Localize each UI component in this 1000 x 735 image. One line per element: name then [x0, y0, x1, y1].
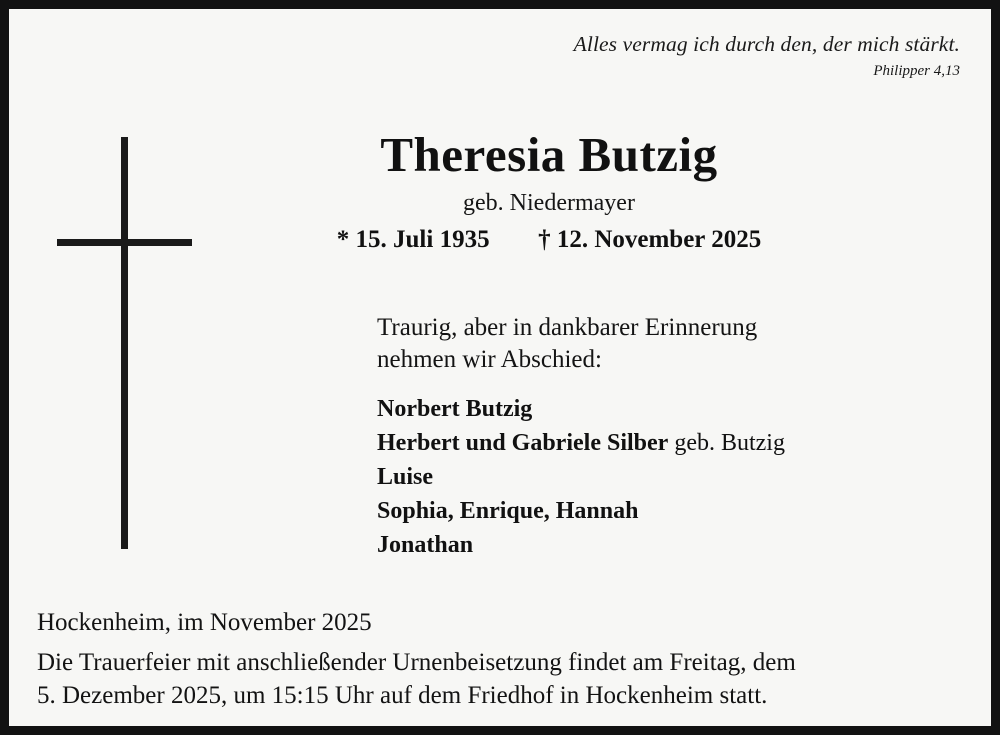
- survivor-name: Norbert Butzig: [377, 396, 533, 422]
- cross-horizontal-bar: [57, 239, 192, 246]
- list-item: [377, 460, 947, 494]
- list-item: [377, 392, 947, 426]
- bible-verse-text: Alles vermag ich durch den, der mich stärkt.: [573, 32, 960, 56]
- death-date: † 12. November 2025: [538, 226, 762, 254]
- mourning-block: [377, 312, 947, 562]
- survivor-name: Jonathan: [377, 532, 474, 559]
- bible-verse-block: [574, 31, 960, 81]
- service-details-line-2: 5. Dezember 2025, um 15:15 Uhr auf dem Friedhof in Hockenheim statt.: [37, 681, 768, 709]
- survivor-suffix: geb. Butzig: [668, 430, 785, 457]
- bible-verse-reference: Philipper 4,13: [873, 62, 960, 79]
- list-item: [377, 494, 947, 528]
- cross-icon: [57, 119, 197, 549]
- birth-date: * 15. Juli 1935: [336, 226, 490, 254]
- list-item: [377, 426, 947, 460]
- list-item: [377, 528, 947, 562]
- survivor-name: Sophia, Enrique, Hannah: [377, 498, 639, 525]
- deceased-name-block: [199, 129, 899, 254]
- service-details-line-1: Die Trauerfeier mit anschließender Urnenbeisetzung findet am Freitag, dem: [37, 648, 796, 676]
- survivor-name: Herbert und Gabriele Silber: [377, 430, 669, 457]
- survivor-name: Luise: [377, 464, 434, 491]
- deceased-name: Theresia Butzig: [380, 127, 718, 182]
- mourning-text-line-2: nehmen wir Abschied:: [377, 346, 602, 373]
- life-dates: [199, 226, 899, 254]
- footer-block: [37, 607, 977, 712]
- notice-content-area: [9, 9, 991, 726]
- cross-vertical-bar: [121, 137, 128, 549]
- maiden-name: geb. Niedermayer: [463, 190, 635, 217]
- survivors-list: [377, 392, 947, 562]
- place-and-date: Hockenheim, im November 2025: [37, 609, 372, 636]
- mourning-text-line-1: Traurig, aber in dankbarer Erinnerung: [377, 314, 758, 341]
